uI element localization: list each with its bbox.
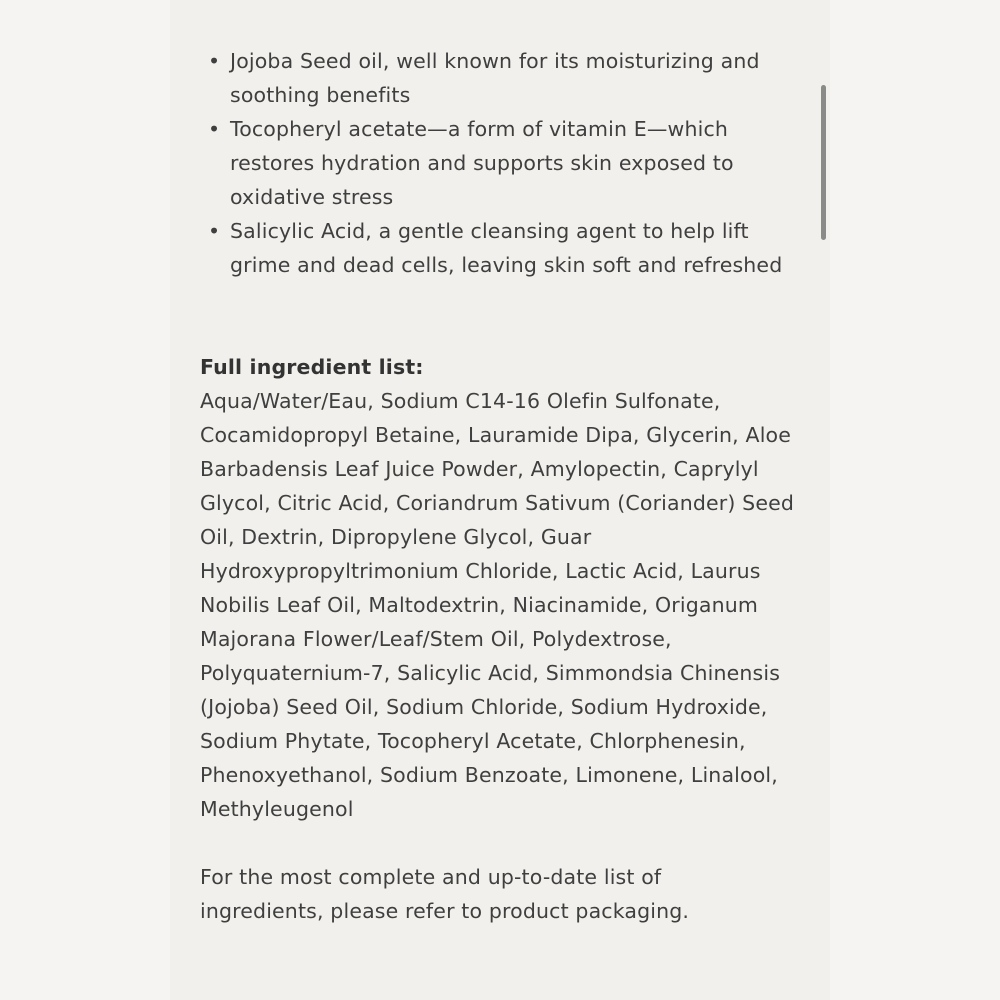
ingredient-section [200,350,800,826]
content-panel[interactable] [170,0,830,1000]
benefit-text: Tocopheryl acetate—a form of vitamin E—which restores hydration and supports skin exposed to oxidative stress [230,117,734,209]
ingredient-heading: Full ingredient list: [200,355,424,379]
benefit-text: Salicylic Acid, a gentle cleansing agent to help lift grime and dead cells, leaving skin soft and refreshed [230,219,783,277]
packaging-note: For the most complete and up-to-date list of ingredients, please refer to product packaging. [200,865,690,923]
benefits-list [200,44,810,282]
benefit-text: Jojoba Seed oil, well known for its moisturizing and soothing benefits [230,49,760,107]
benefit-item-salicylic [200,214,790,282]
benefit-item-jojoba [200,44,790,112]
ingredient-list: Aqua/Water/Eau, Sodium C14-16 Olefin Sulfonate, Cocamidopropyl Betaine, Lauramide Dipa, Glycerin, Aloe Barbadensis Leaf Juice Powder, Amylopectin, Caprylyl Glycol, Citric Acid, Coriandrum Sativum (Coriander) Seed Oil, Dextrin, Dipropylene Glycol, Guar Hydroxypropyltrimonium Chloride, Lactic Acid, Laurus Nobilis Leaf Oil, Maltodextrin, Niacinamide, Origanum Majorana Flower/Leaf/Stem Oil, Polydextrose, Polyquaternium-7, Salicylic Acid, Simmondsia Chinensis (Jojoba) Seed Oil, Sodium Chloride, Sodium Hydroxide, Sodium Phytate, Tocopheryl Acetate, Chlorphenesin, Phenoxyethanol, Sodium Benzoate, Limonene, Linalool, Methyleugenol [200,389,795,821]
benefit-item-tocopheryl [200,112,790,214]
bullet-icon: • [208,49,221,73]
bullet-icon: • [208,117,221,141]
right-margin [830,0,1000,1000]
left-margin [0,0,170,1000]
product-details [200,44,810,928]
bullet-icon: • [208,219,221,243]
scrollbar-thumb[interactable] [821,85,826,240]
